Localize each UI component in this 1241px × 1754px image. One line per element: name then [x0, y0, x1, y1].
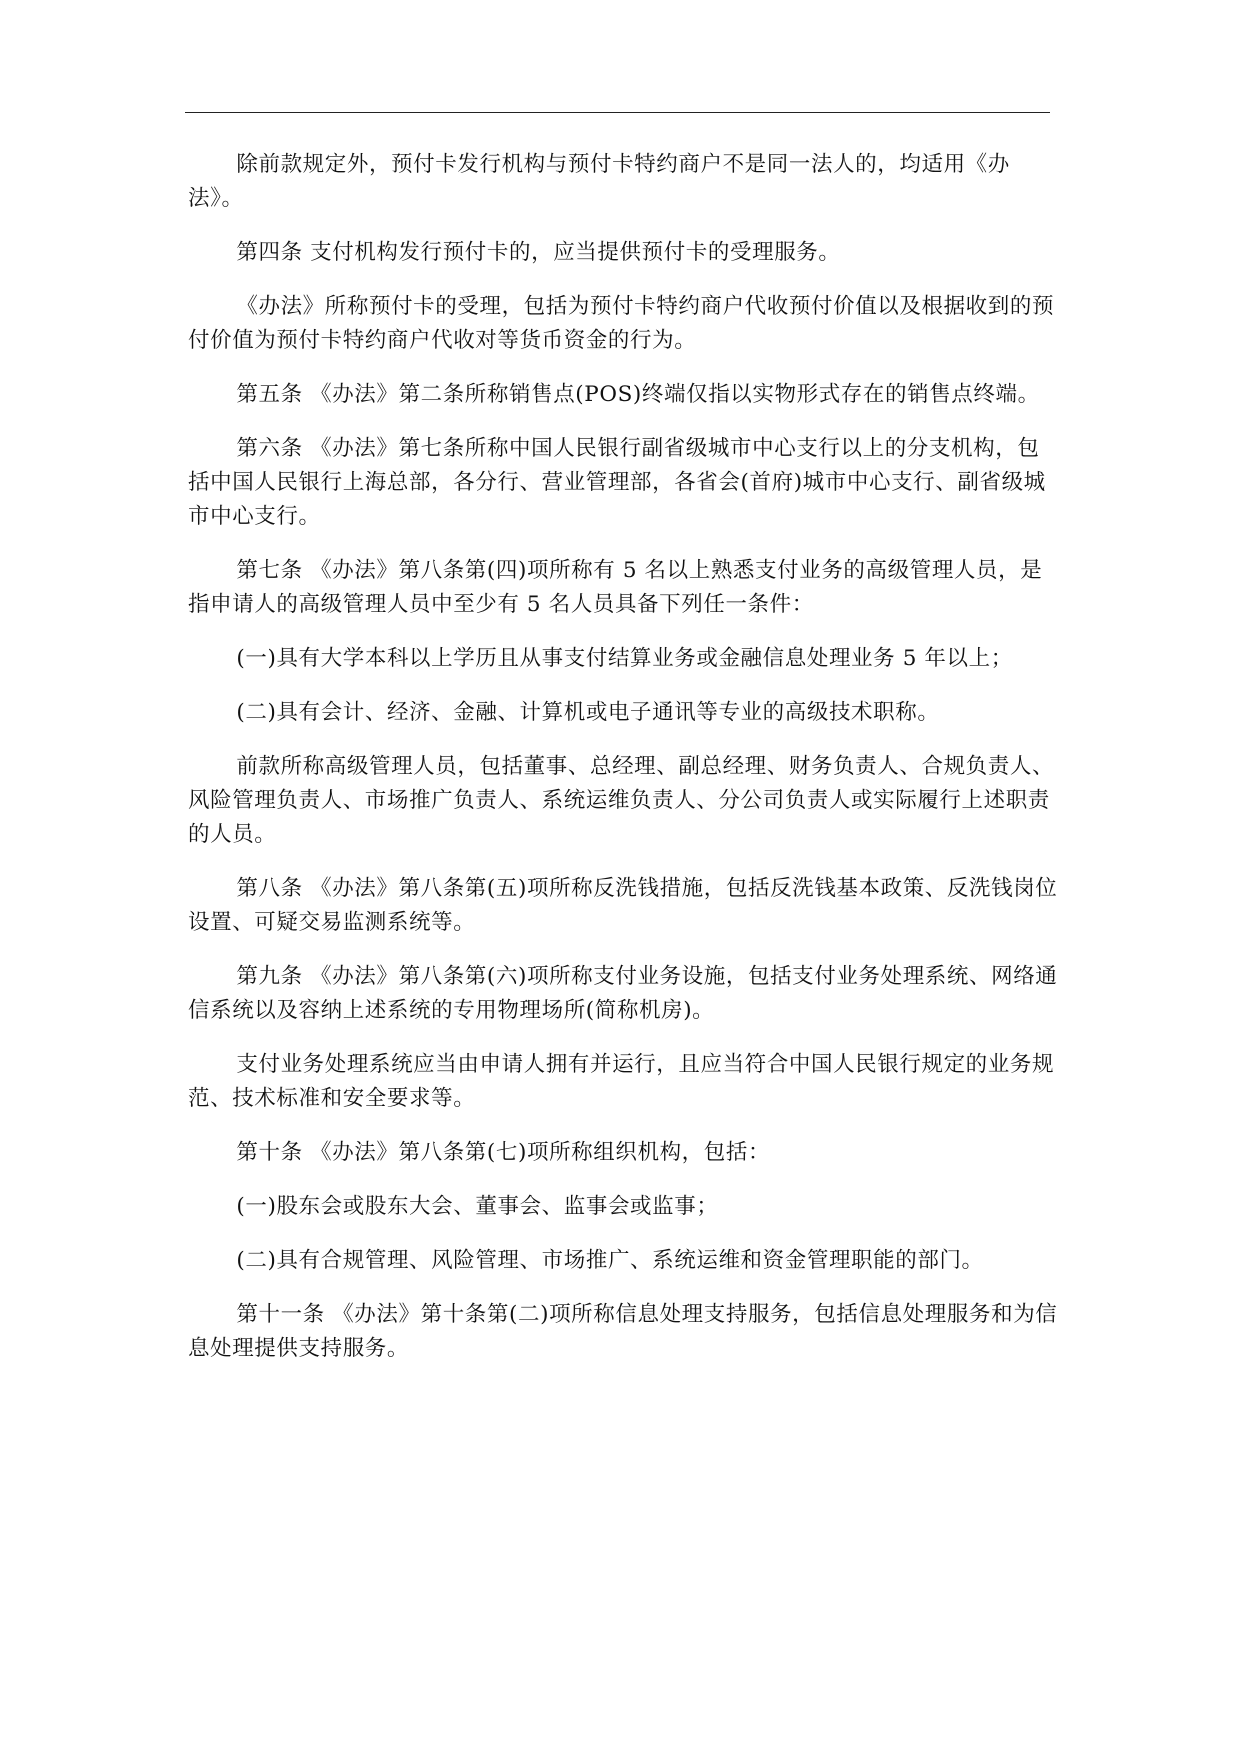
- article-4: 第四条 支付机构发行预付卡的，应当提供预付卡的受理服务。: [236, 240, 841, 265]
- article-10: 第十条 《办法》第八条第(七)项所称组织机构，包括：: [236, 1140, 771, 1165]
- article-6: 第六条 《办法》第七条所称中国人民银行副省级城市中心支行以上的分支机构，包括中国人民银行上海总部，各分行、营业管理部，各省会(首府)城市中心支行、副省级城市中心支行。: [188, 436, 1046, 529]
- document-body: [188, 148, 1058, 1386]
- article-11: 第十一条 《办法》第十条第(二)项所称信息处理支持服务，包括信息处理服务和为信息处理提供支持服务。: [188, 1302, 1058, 1361]
- paragraph: 支付业务处理系统应当由申请人拥有并运行，且应当符合中国人民银行规定的业务规范、技术标准和安全要求等。: [188, 1052, 1055, 1111]
- article-5: 第五条 《办法》第二条所称销售点(POS)终端仅指以实物形式存在的销售点终端。: [236, 382, 1040, 407]
- list-item: (一)具有大学本科以上学历且从事支付结算业务或金融信息处理业务 5 年以上；: [236, 646, 1013, 671]
- header-rule: [185, 112, 1050, 113]
- list-item: (二)具有会计、经济、金融、计算机或电子通讯等专业的高级技术职称。: [236, 700, 940, 725]
- paragraph: 《办法》所称预付卡的受理，包括为预付卡特约商户代收预付价值以及根据收到的预付价值为预付卡特约商户代收对等货币资金的行为。: [188, 294, 1055, 353]
- paragraph: 除前款规定外，预付卡发行机构与预付卡特约商户不是同一法人的，均适用《办法》。: [188, 152, 1010, 211]
- article-7: 第七条 《办法》第八条第(四)项所称有 5 名以上熟悉支付业务的高级管理人员，是指申请人的高级管理人员中至少有 5 名人员具备下列任一条件：: [188, 558, 1043, 617]
- article-8: 第八条 《办法》第八条第(五)项所称反洗钱措施，包括反洗钱基本政策、反洗钱岗位设置、可疑交易监测系统等。: [188, 876, 1058, 935]
- list-item: (二)具有合规管理、风险管理、市场推广、系统运维和资金管理职能的部门。: [236, 1248, 984, 1273]
- list-item: (一)股东会或股东大会、董事会、监事会或监事；: [236, 1194, 719, 1219]
- paragraph: 前款所称高级管理人员，包括董事、总经理、副总经理、财务负责人、合规负责人、风险管理负责人、市场推广负责人、系统运维负责人、分公司负责人或实际履行上述职责的人员。: [188, 754, 1055, 847]
- article-9: 第九条 《办法》第八条第(六)项所称支付业务设施，包括支付业务处理系统、网络通信系统以及容纳上述系统的专用物理场所(简称机房)。: [188, 964, 1058, 1023]
